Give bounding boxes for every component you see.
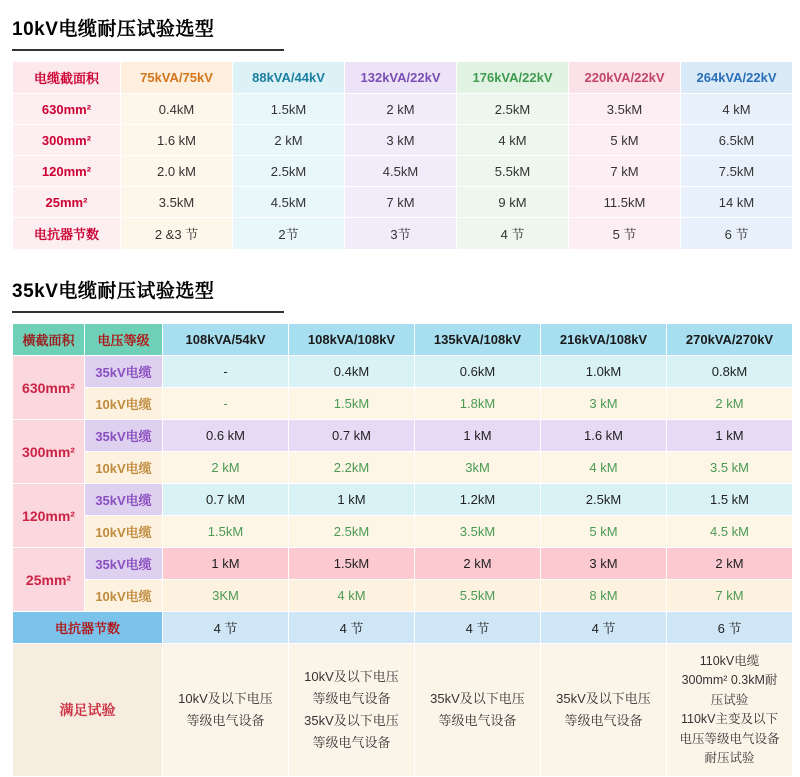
cell: 4 kM (541, 452, 667, 484)
cell: 1.0kM (541, 356, 667, 388)
row-label-level: 10kV电缆 (85, 516, 163, 548)
group-label-area: 25mm² (13, 548, 85, 612)
cell: 1.5 kM (667, 484, 793, 516)
cell: 8 kM (541, 580, 667, 612)
cell: 4 节 (415, 612, 541, 644)
table-row (13, 388, 793, 420)
cell: 3节 (345, 218, 457, 250)
cell: 1.8kM (415, 388, 541, 420)
cell: 0.7 kM (163, 484, 289, 516)
cell: 0.7 kM (289, 420, 415, 452)
row-label: 300mm² (13, 125, 121, 156)
col-header-4: 216kVA/108kV (541, 324, 667, 356)
cell: 4 kM (681, 94, 793, 125)
cell: 4 kM (289, 580, 415, 612)
cell: 2.2kM (289, 452, 415, 484)
cell: 4.5kM (233, 187, 345, 218)
cell: 35kV及以下电压 等级电气设备 (415, 644, 541, 777)
table-row-header (13, 62, 793, 94)
cell: 11.5kM (569, 187, 681, 218)
cell: 5 kM (569, 125, 681, 156)
cell: 1.6 kM (541, 420, 667, 452)
cell: 35kV及以下电压 等级电气设备 (541, 644, 667, 777)
cell: 3KM (163, 580, 289, 612)
cell: 2 kM (233, 125, 345, 156)
table-row-header (13, 324, 793, 356)
col-header-2: 88kVA/44kV (233, 62, 345, 94)
cell: 0.4kM (289, 356, 415, 388)
cell: 2节 (233, 218, 345, 250)
table-row (13, 452, 793, 484)
row-label: 电抗器节数 (13, 218, 121, 250)
cell: 5.5kM (415, 580, 541, 612)
cell: 1 kM (289, 484, 415, 516)
group-label-area: 630mm² (13, 356, 85, 420)
cell: 1.5kM (289, 548, 415, 580)
cell: 1.2kM (415, 484, 541, 516)
cell: 1.5kM (163, 516, 289, 548)
cell: 2.5kM (457, 94, 569, 125)
cell: - (163, 388, 289, 420)
col-header-2: 108kVA/108kV (289, 324, 415, 356)
table-row (13, 484, 793, 516)
cell: 4.5kM (345, 156, 457, 187)
row-label-level: 35kV电缆 (85, 548, 163, 580)
row-label: 25mm² (13, 187, 121, 218)
col-header-area: 横截面积 (13, 324, 85, 356)
cell: 3 kM (345, 125, 457, 156)
row-label-level: 35kV电缆 (85, 420, 163, 452)
cell: 6 节 (667, 612, 793, 644)
table-row (13, 94, 793, 125)
col-header-3: 132kVA/22kV (345, 62, 457, 94)
row-label: 630mm² (13, 94, 121, 125)
cell: 3.5kM (121, 187, 233, 218)
table-row (13, 356, 793, 388)
cell: 1.5kM (233, 94, 345, 125)
col-header-6: 264kVA/22kV (681, 62, 793, 94)
cell: 2 &3 节 (121, 218, 233, 250)
cell: 110kV电缆 300mm² 0.3kM耐 压试验 110kV主变及以下 电压等级电气设备 耐压试验 (667, 644, 793, 777)
col-header-5: 270kVA/270kV (667, 324, 793, 356)
cell: 5 kM (541, 516, 667, 548)
cell: 2.0 kM (121, 156, 233, 187)
cell: 0.6 kM (163, 420, 289, 452)
cell: 0.8kM (667, 356, 793, 388)
table-row-reactor (13, 218, 793, 250)
cell: 10kV及以下电压 等级电气设备 (163, 644, 289, 777)
table-row (13, 548, 793, 580)
row-label: 120mm² (13, 156, 121, 187)
cell: 1.6 kM (121, 125, 233, 156)
table-row-reactor (13, 612, 793, 644)
cell: 1 kM (667, 420, 793, 452)
row-label-level: 10kV电缆 (85, 452, 163, 484)
col-header-3: 135kVA/108kV (415, 324, 541, 356)
col-header-area: 电缆截面积 (13, 62, 121, 94)
group-label-area: 300mm² (13, 420, 85, 484)
cell: 1 kM (415, 420, 541, 452)
cell: 1.5kM (289, 388, 415, 420)
table-row (13, 125, 793, 156)
cell: 4 kM (457, 125, 569, 156)
row-label-level: 35kV电缆 (85, 356, 163, 388)
cell: 6 节 (681, 218, 793, 250)
col-header-4: 176kVA/22kV (457, 62, 569, 94)
cell: 2.5kM (289, 516, 415, 548)
cell: 7 kM (345, 187, 457, 218)
reactor-label: 电抗器节数 (13, 612, 163, 644)
table-row (13, 187, 793, 218)
cell: 3 kM (541, 548, 667, 580)
cell: 4 节 (541, 612, 667, 644)
row-label-level: 10kV电缆 (85, 388, 163, 420)
cell: 2.5kM (233, 156, 345, 187)
cell: 2 kM (345, 94, 457, 125)
section1-title: 10kV电缆耐压试验选型 (12, 19, 215, 40)
cell: 2 kM (415, 548, 541, 580)
row-label-level: 10kV电缆 (85, 580, 163, 612)
table-row (13, 580, 793, 612)
cell: 3 kM (541, 388, 667, 420)
cell: 2.5kM (541, 484, 667, 516)
cell: 7 kM (667, 580, 793, 612)
cell: - (163, 356, 289, 388)
group-label-area: 120mm² (13, 484, 85, 548)
table-35kv (12, 323, 793, 777)
cell: 2 kM (667, 548, 793, 580)
cell: 7.5kM (681, 156, 793, 187)
row-label-level: 35kV电缆 (85, 484, 163, 516)
cell: 9 kM (457, 187, 569, 218)
col-header-1: 75kVA/75kV (121, 62, 233, 94)
cell: 3.5kM (415, 516, 541, 548)
cell: 2 kM (667, 388, 793, 420)
cell: 2 kM (163, 452, 289, 484)
cell: 4 节 (457, 218, 569, 250)
table-10kv (12, 61, 793, 250)
cell: 4 节 (289, 612, 415, 644)
cell: 1 kM (163, 548, 289, 580)
section2-title: 35kV电缆耐压试验选型 (12, 281, 215, 302)
cell: 14 kM (681, 187, 793, 218)
cell: 4.5 kM (667, 516, 793, 548)
cell: 0.6kM (415, 356, 541, 388)
cell: 5.5kM (457, 156, 569, 187)
cell: 3kM (415, 452, 541, 484)
cell: 5 节 (569, 218, 681, 250)
cell: 4 节 (163, 612, 289, 644)
table-row (13, 420, 793, 452)
col-header-1: 108kVA/54kV (163, 324, 289, 356)
cell: 7 kM (569, 156, 681, 187)
cell: 10kV及以下电压 等级电气设备 35kV及以下电压 等级电气设备 (289, 644, 415, 777)
table-row-satisfy (13, 644, 793, 777)
col-header-level: 电压等级 (85, 324, 163, 356)
table-row (13, 156, 793, 187)
satisfy-label: 满足试验 (13, 644, 163, 777)
section2-title-rule (12, 311, 284, 313)
cell: 3.5kM (569, 94, 681, 125)
cell: 0.4kM (121, 94, 233, 125)
section1-title-rule (12, 49, 284, 51)
cell: 6.5kM (681, 125, 793, 156)
table-row (13, 516, 793, 548)
col-header-5: 220kVA/22kV (569, 62, 681, 94)
cell: 3.5 kM (667, 452, 793, 484)
